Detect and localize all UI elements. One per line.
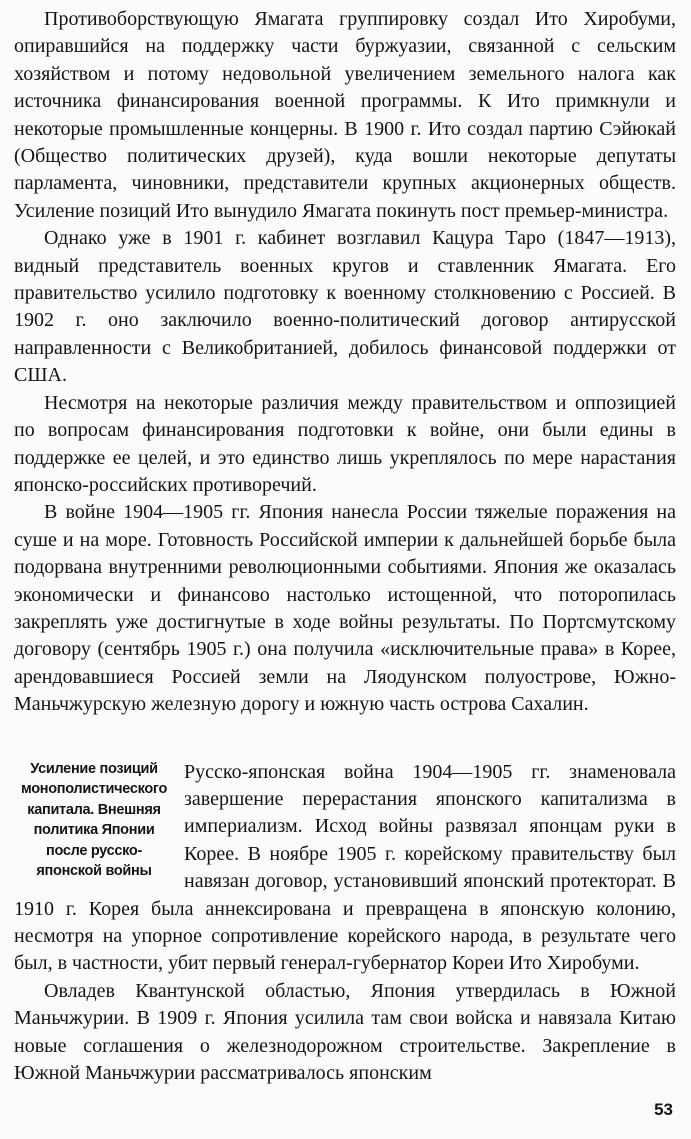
margin-heading: Усиление позиций монополистического капитала. Внешняя политика Японии после русско-японской войны: [20, 760, 168, 880]
body-text: [14, 6, 676, 1087]
paragraph: В войне 1904—1905 гг. Япония нанесла России тяжелые поражения на суше и на море. Готовность Российской империи к дальнейшей борьбе была подорвана внутренними революционными событиями. Япония же оказалась экономически и финансово настолько истощенной, что поторопилась закреплять уже достигнутые в ходе войны результаты. По Портсмутскому договору (сентябрь 1905 г.) она получила «исключительные права» в Корее, арендовавшиеся Россией земли на Ляодунском полуострове, Южно-Маньчжурскую железную дорогу и южную часть острова Сахалин.: [14, 501, 676, 716]
paragraph: Несмотря на некоторые различия между правительством и оппозицией по вопросам финансирования подготовки к войне, они были едины в поддержке ее целей, и это единство лишь укреплялось по мере нарастания японско-российских противоречий.: [14, 391, 676, 496]
paragraph: Русско-японская война 1904—1905 гг. знаменовала завершение перерастания японского капитализма в империализм. Исход войны развязал японцам руки в Корее. В ноябре 1905 г. корейскому правительству был навязан договор, установивший японский протекторат. В 1910 г. Корея была аннексирована и превращена в японскую колонию, несмотря на упорное сопротивление корейского народа, в результате чего был, в частности, убит первый генерал-губернатор Кореи Ито Хиробуми.: [14, 760, 676, 975]
section-gap: [14, 719, 676, 759]
paragraph: Овладев Квантунской областью, Япония утвердилась в Южной Маньчжурии. В 1909 г. Япония усилила там свои войска и навязала Китаю новые соглашения о железнодорожном строительстве. Закрепление в Южной Маньчжурии рассматривалось японским: [14, 979, 676, 1085]
page-number: 53: [654, 1100, 673, 1119]
paragraph: Противоборствующую Ямагата группировку создал Ито Хиробуми, опиравшийся на поддержку части буржуазии, связанной с сельским хозяйством и потому недовольной увеличением земельного налога как источника финансирования военной программы. К Ито примкнули и некоторые промышленные концерны. В 1900 г. Ито создал партию Сэйюкай (Общество политических друзей), куда вошли некоторые депутаты парламента, чиновники, представители крупных акционерных обществ. Усиление позиций Ито вынудило Ямагата покинуть пост премьер-министра.: [14, 8, 676, 222]
paragraph: Однако уже в 1901 г. кабинет возглавил Кацура Таро (1847—1913), видный представитель военных кругов и ставленник Ямагата. Его правительство усилило подготовку к военному столкновению с Россией. В 1902 г. оно заключило военно-политический договор антирусской направленности с Великобританией, добилось финансовой поддержки от США.: [14, 227, 676, 387]
